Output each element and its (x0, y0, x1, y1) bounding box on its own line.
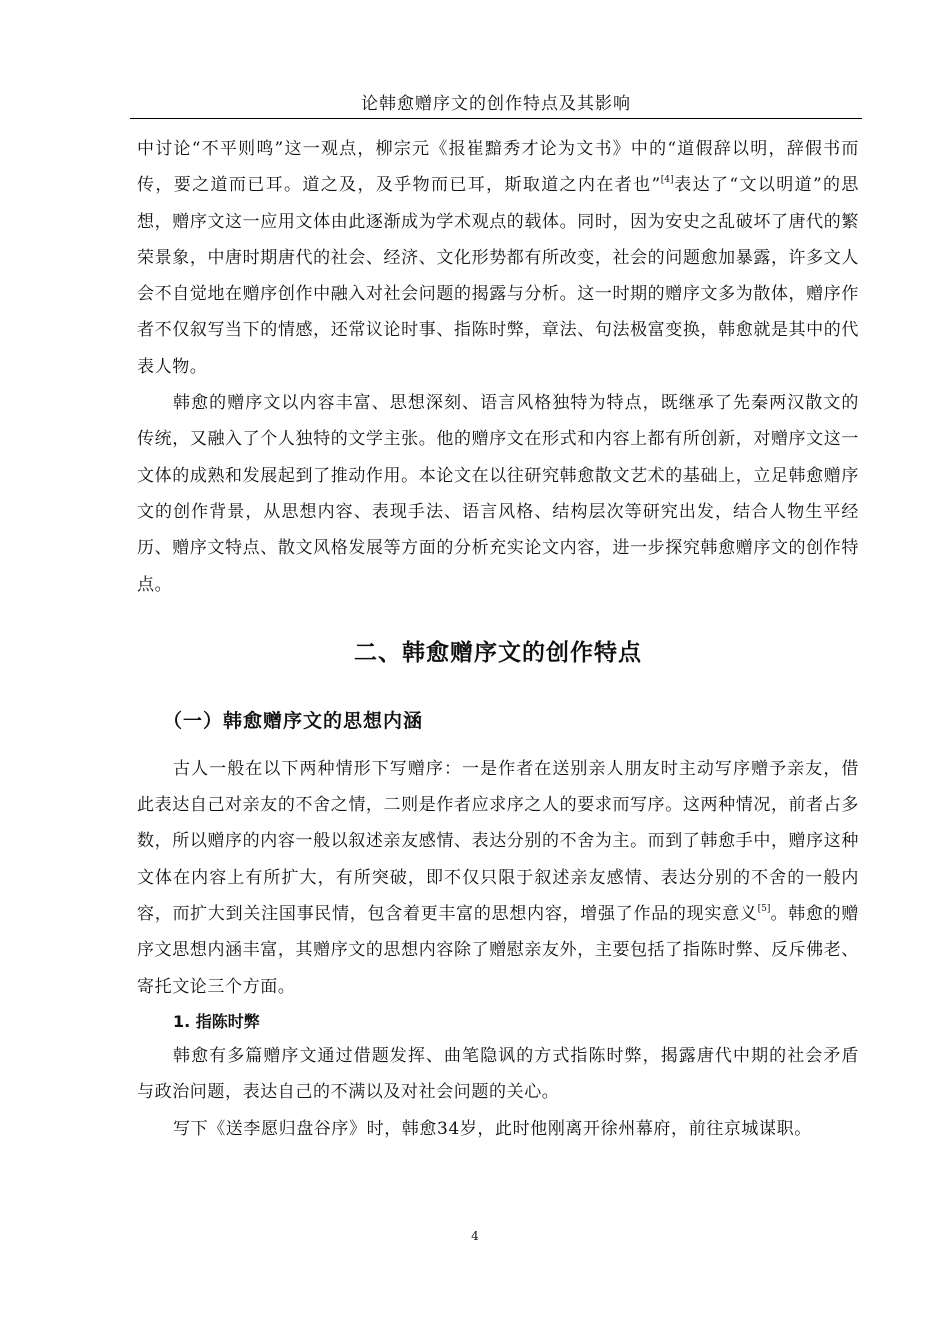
paragraph-1-text-b: 表达了“文以明道”的思想，赠序文这一应用文体由此逐渐成为学术观点的载体。同时，因为安史之乱破坏了唐代的繁荣景象，中唐时期唐代的社会、经济、文化形势都有所改变，社会的问题愈加暴露，许多文人会不自觉地在赠序创作中融入对社会问题的揭露与分析。这一时期的赠序文多为散体，赠序作者不仅叙写当下的情感，还常议论时事、指陈时弊，章法、句法极富变换，韩愈就是其中的代表人物。 (137, 175, 860, 377)
page-number: 4 (471, 1229, 479, 1243)
section-heading: （一）韩愈赠序文的思想内涵 (163, 709, 424, 732)
paragraph-3-text-a: 古人一般在以下两种情形下写赠序：一是作者在送别亲人朋友时主动写序赠予亲友，借此表达自己对亲友的不舍之情，二则是作者应求序之人的要求而写序。这两种情况，前者占多数，所以赠序的内容一般以叙述亲友感情、表达分别的不舍为主。而到了韩愈手中，赠序这种文体在内容上有所扩大，有所突破，即不仅只限于叙述亲友感情、表达分别的不舍的一般内容，而扩大到关注国事民情，包含着更丰富的思想内容，增强了作品的现实意义 (137, 758, 859, 925)
paragraph-3-text-b: 。韩愈的赠序文思想内涵丰富，其赠序文的思想内容除了赠慰亲友外，主要包括了指陈时弊、反斥佛老、寄托文论三个方面。 (137, 904, 860, 997)
running-header-title: 论韩愈赠序文的创作特点及其影响 (361, 94, 631, 114)
paragraph-5: 写下《送李愿归盘谷序》时，韩愈34岁，此时他刚离开徐州幕府，前往京城谋职。 (173, 1118, 812, 1139)
paragraph-2: 韩愈的赠序文以内容丰富、思想深刻、语言风格独特为特点，既继承了先秦两汉散文的传统，又融入了个人独特的文学主张。他的赠序文在形式和内容上都有所创新，对赠序文这一文体的成熟和发展起到了推动作用。本论文在以往研究韩愈散文艺术的基础上，立足韩愈赠序文的创作背景，从思想内容、表现手法、语言风格、结构层次等研究出发，结合人物生平经历、赠序文特点、散文风格发展等方面的分析充实论文内容，进一步探究韩愈赠序文的创作特点。 (137, 393, 859, 595)
subsection-heading: 1. 指陈时弊 (173, 1011, 260, 1031)
body-text (137, 131, 859, 1147)
chapter-heading: 二、韩愈赠序文的创作特点 (354, 639, 642, 666)
citation-5: [5] (757, 904, 771, 915)
paragraph-3 (137, 751, 859, 1005)
citation-4: [4] (660, 175, 674, 186)
paragraph-4: 韩愈有多篇赠序文通过借题发挥、曲笔隐讽的方式指陈时弊，揭露唐代中期的社会矛盾与政治问题，表达自己的不满以及对社会问题的关心。 (137, 1045, 859, 1103)
paragraph-1-text-a: 中讨论“不平则鸣”这一观点，柳宗元《报崔黯秀才论为文书》中的“道假辞以明，辞假书而传，要之道而已耳。道之及，及乎物而已耳，斯取道之内在者也” (137, 139, 859, 196)
paragraph-1 (137, 131, 859, 385)
header-divider (130, 118, 862, 119)
